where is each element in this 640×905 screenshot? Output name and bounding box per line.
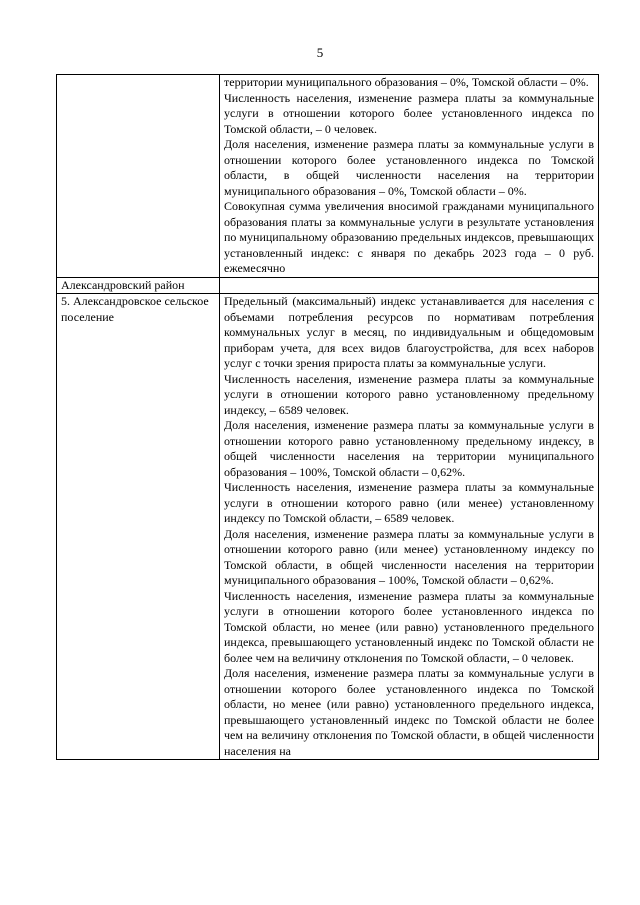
tariff-table (56, 74, 599, 760)
page-number: 5 (316, 45, 324, 60)
table-cell-empty (57, 75, 220, 278)
paragraph: Предельный (максимальный) индекс устанавливается для населения с объемами потребления ресурсов по нормативам потребления коммунальных услуг в месяц, по индивидуальным и общедомовым приборам учета, для всех видов благоустройства, для всех наборов услуг с точки зрения прироста платы за коммунальные услуги. (224, 294, 594, 370)
district-name: Александровский район (57, 277, 220, 294)
paragraph: Численность населения, изменение размера платы за коммунальные услуги в отношении которого более установленного индекса по Томской области, но менее (или равно) установленного предельного индекса, превышающего установленный индекс по Томской области не более чем на величину отклонения по Томской области, – 0 человек. (224, 588, 594, 665)
paragraph: Доля населения, изменение размера платы за коммунальные услуги в отношении которого более установленного индекса по Томской области, но менее (или равно) установленного предельного индекса, превышающего установленный индекс по Томской области не более чем на величину отклонения по Томской области, в общей численности населения на (224, 666, 594, 758)
paragraph: территории муниципального образования – 0%, Томской области – 0%. (224, 75, 589, 89)
table-row (57, 277, 599, 294)
paragraph: Доля населения, изменение размера платы за коммунальные услуги в отношении которого равно (или менее) установленному индексу по Томской области, в общей численности населения на территории муниципального образования – 100%, Томской области – 0,62%. (224, 526, 594, 587)
table-row (57, 294, 599, 760)
paragraph: Численность населения, изменение размера платы за коммунальные услуги в отношении которого равно (или менее) установленному индексу по Томской области, – 6589 человек. (224, 480, 594, 525)
settlement-name: 5. Александровское сельское поселение (57, 294, 220, 760)
table-row (57, 75, 599, 278)
paragraph: Совокупная сумма увеличения вносимой гражданами муниципального образования платы за коммунальные услуги в результате установления по муниципальному образованию предельных индексов, превышающих установленный индекс: с января по декабрь 2023 года – 0 руб. ежемесячно (224, 199, 594, 275)
paragraph: Доля населения, изменение размера платы за коммунальные услуги в отношении которого более установленного индекса по Томской области, в общей численности населения на территории муниципального образования – 0%, Томской области – 0%. (224, 137, 594, 198)
paragraph: Доля населения, изменение размера платы за коммунальные услуги в отношении которого равно установленному предельному индексу, в общей численности населения на территории муниципального образования – 100%, Томской области – 0,62%. (224, 418, 594, 479)
table-cell-settlement (220, 294, 599, 760)
paragraph: Численность населения, изменение размера платы за коммунальные услуги в отношении которого более установленного индекса по Томской области, – 0 человек. (224, 90, 594, 136)
paragraph: Численность населения, изменение размера платы за коммунальные услуги в отношении которого равно установленному предельному индексу, – 6589 человек. (224, 371, 594, 417)
table-cell-empty (220, 277, 599, 294)
table-cell-continuation (220, 75, 599, 278)
